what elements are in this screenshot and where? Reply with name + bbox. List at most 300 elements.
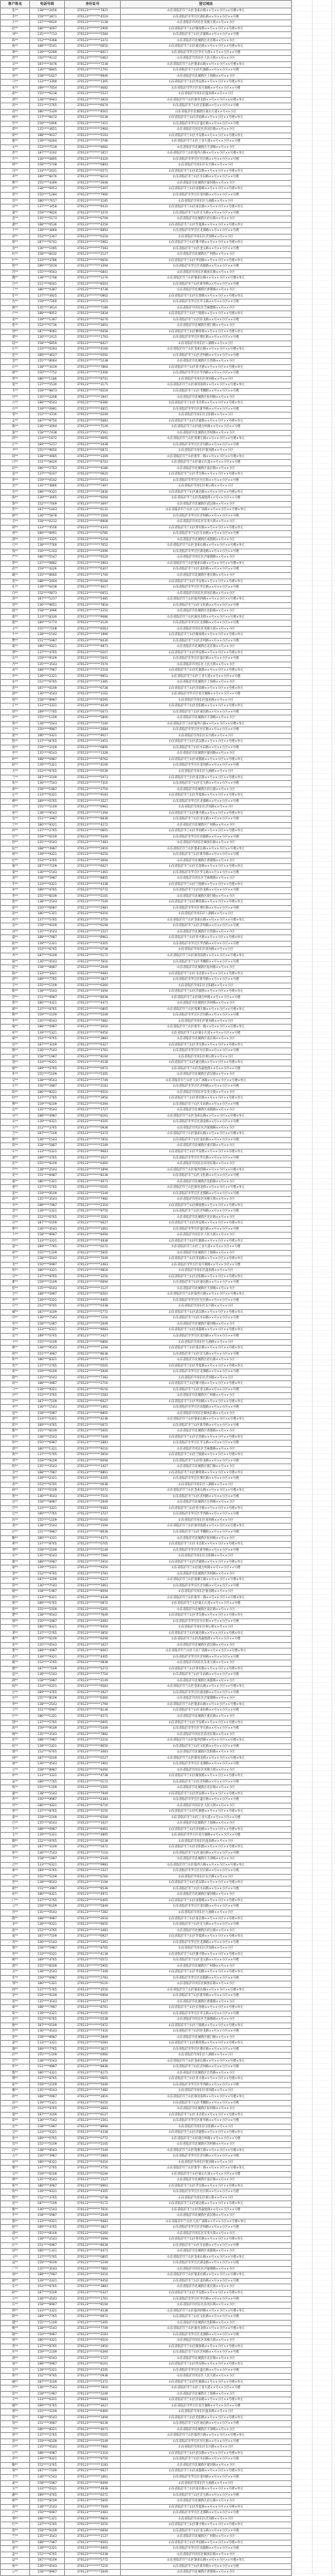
cell-address[interactable]: 山东省临沂市河东区八湖路××号××小区: [121, 2053, 292, 2059]
cell-address[interactable]: 山东省临沂市兰山区成都路××号××小区××号楼×单元: [121, 757, 292, 763]
cell-id-number[interactable]: 370123********8893: [65, 228, 121, 234]
cell-id-number[interactable]: 370123********6327: [65, 1042, 121, 1048]
cell-address[interactable]: 山东省临沂市罗庄区罗庄路××号××小区××号楼: [121, 1155, 292, 1161]
cell-phone[interactable]: 186****2763: [30, 466, 65, 472]
cell-name[interactable]: 臧**: [1, 1309, 30, 1316]
cell-id-number[interactable]: 370123********8194: [65, 1054, 121, 1060]
cell-address[interactable]: 山东省临沂市兰山区银雀山路××号××小区××号楼×单元: [121, 846, 292, 852]
cell-address[interactable]: 山东省临沂市兰山区武汉路××号××小区××号楼×单元: [121, 1309, 292, 1316]
cell-id-number[interactable]: 370123********5049: [65, 2082, 121, 2088]
cell-address[interactable]: 山东省临沂市河东区正阳路××号××小区: [121, 983, 292, 989]
cell-name[interactable]: 车**: [1, 1149, 30, 1156]
cell-name[interactable]: 訾**: [1, 2034, 30, 2041]
cell-id-number[interactable]: 370123********3827: [65, 977, 121, 983]
cell-id-number[interactable]: 370123********5249: [65, 1013, 121, 1019]
cell-address[interactable]: 山东省临沂市河东区银河路××号××小区: [121, 2159, 292, 2166]
cell-phone[interactable]: 189****4627: [30, 352, 65, 359]
cell-phone[interactable]: 186****4321: [30, 1535, 65, 1542]
cell-id-number[interactable]: 370123********0772: [65, 2136, 121, 2142]
cell-id-number[interactable]: 370123********4738: [65, 1773, 121, 1780]
cell-name[interactable]: 姚**: [1, 305, 30, 311]
cell-name[interactable]: 禹**: [1, 1797, 30, 1803]
cell-phone[interactable]: 159****9109: [30, 1726, 65, 1732]
cell-address[interactable]: 山东省临沂市河东区正阳路××号××小区: [121, 1554, 292, 1560]
cell-address[interactable]: 山东省临沂市罗庄区清河路××号××小区××号楼: [121, 1333, 292, 1339]
cell-name[interactable]: 刘**: [1, 32, 30, 38]
cell-name[interactable]: 桂**: [1, 1286, 30, 1292]
cell-address[interactable]: 山东省临沂市罗庄区付庄街××号××小区××号楼: [121, 1618, 292, 1625]
cell-phone[interactable]: 187****0109: [30, 1488, 65, 1494]
cell-address[interactable]: 山东省临沂市河东区沂河路××号××小区: [121, 2516, 292, 2522]
cell-id-number[interactable]: 370123********2016: [65, 2272, 121, 2279]
cell-id-number[interactable]: 370123********0738: [65, 947, 121, 953]
cell-name[interactable]: 康**: [1, 614, 30, 620]
cell-phone[interactable]: 158****8987: [30, 2570, 65, 2576]
cell-address[interactable]: 山东省临沂市兰山区沂蒙路××号××小区××号楼: [121, 32, 292, 38]
cell-id-number[interactable]: 370123********8805: [65, 1410, 121, 1417]
cell-phone[interactable]: 187****3109: [30, 1042, 65, 1048]
cell-name[interactable]: 国**: [1, 2249, 30, 2255]
cell-name[interactable]: 左**: [1, 793, 30, 799]
cell-id-number[interactable]: 370123********7282: [65, 1910, 121, 1916]
cell-name[interactable]: 向**: [1, 590, 30, 597]
cell-name[interactable]: 齐**: [1, 662, 30, 668]
cell-id-number[interactable]: 370123********9216: [65, 1446, 121, 1452]
cell-address[interactable]: 山东省临沂市罗庄区罗庄路××号××小区××号楼: [121, 1726, 292, 1732]
cell-name[interactable]: 莫**: [1, 579, 30, 585]
cell-address[interactable]: 山东省临沂市罗庄区沂州路××号××小区××号楼: [121, 2225, 292, 2231]
cell-address[interactable]: 山东省临沂市北城新区蒙河路××号××小区: [121, 2462, 292, 2469]
cell-id-number[interactable]: 370123********6294: [65, 1637, 121, 1643]
cell-id-number[interactable]: 370123********3129: [65, 620, 121, 627]
cell-address[interactable]: 山东省临沂市北城新区广州路××号××小区: [121, 2534, 292, 2540]
cell-phone[interactable]: 137****5765: [30, 2522, 65, 2529]
cell-address[interactable]: 山东省临沂市兰山区成都路××号××小区××号楼×单元: [121, 186, 292, 193]
cell-phone[interactable]: 138****5543: [30, 1524, 65, 1530]
cell-address[interactable]: 山东省临沂市兰山区工业大道××号××小区××号楼: [121, 139, 292, 145]
cell-name[interactable]: 双**: [1, 2100, 30, 2106]
cell-address[interactable]: 山东省临沂市兰山区沂州路××号××小区××号楼: [121, 352, 292, 359]
cell-phone[interactable]: 139****5321: [30, 1297, 65, 1304]
cell-address[interactable]: 山东省临沂市河东区沂河路××号××小区: [121, 1375, 292, 1381]
cell-id-number[interactable]: 370123********6627: [65, 2469, 121, 2475]
cell-name[interactable]: 骆**: [1, 959, 30, 965]
cell-address[interactable]: 山东省临沂市河东区温泉路××号××小区: [121, 697, 292, 703]
cell-address[interactable]: 山东省临沂市兰山区育才路××号××小区××号楼×单元: [121, 935, 292, 941]
cell-address[interactable]: 山东省临沂市兰山区平安路××号××小区××号楼×单元: [121, 2291, 292, 2297]
cell-address[interactable]: 山东省临沂市兰山区长春路××号××小区××号楼×单元: [121, 1434, 292, 1440]
cell-name[interactable]: 艾**: [1, 1078, 30, 1084]
cell-id-number[interactable]: 370123********6460: [65, 2409, 121, 2415]
cell-address[interactable]: 山东省临沂市兰山区车站路××号××小区××号楼: [121, 1672, 292, 1678]
cell-address[interactable]: 山东省临沂市罗庄区罗五路××号××小区××号楼: [121, 870, 292, 876]
cell-address[interactable]: 山东省临沂市罗庄区罗庄路××号××小区××号楼: [121, 585, 292, 591]
cell-phone[interactable]: 139****9321: [30, 2457, 65, 2463]
cell-phone[interactable]: 159****9109: [30, 656, 65, 662]
cell-address[interactable]: 山东省临沂市罗庄区沂州路××号××小区××号楼: [121, 1084, 292, 1090]
cell-id-number[interactable]: 370123********4682: [65, 85, 121, 91]
cell-phone[interactable]: 136****4543: [30, 2029, 65, 2035]
cell-phone[interactable]: 188****4987: [30, 1648, 65, 1655]
cell-name[interactable]: 高**: [1, 109, 30, 115]
cell-name[interactable]: 毋**: [1, 2439, 30, 2445]
cell-name[interactable]: 衡**: [1, 2070, 30, 2076]
cell-address[interactable]: 山东省临沂市兰山区育才路××号××小区××号楼×单元: [121, 1505, 292, 1512]
cell-phone[interactable]: 158****6859: [30, 341, 65, 347]
cell-id-number[interactable]: 370123********4873: [65, 644, 121, 650]
cell-address[interactable]: 山东省临沂市罗庄区新华路××号××小区××号楼: [121, 1547, 292, 1554]
cell-name[interactable]: 尤**: [1, 1084, 30, 1090]
cell-id-number[interactable]: 370123********7582: [65, 1554, 121, 1560]
cell-phone[interactable]: 150****3987: [30, 1084, 65, 1090]
cell-phone[interactable]: 138****5543: [30, 1256, 65, 1263]
cell-name[interactable]: 满**: [1, 1678, 30, 1684]
cell-id-number[interactable]: 370123********8038: [65, 2242, 121, 2249]
cell-address[interactable]: 山东省临沂市河东区东夷大街××号××小区: [121, 519, 292, 526]
cell-phone[interactable]: 136****7543: [30, 2118, 65, 2124]
cell-phone[interactable]: 150****9987: [30, 727, 65, 734]
cell-name[interactable]: 叶**: [1, 258, 30, 264]
cell-phone[interactable]: 139****4869: [30, 228, 65, 234]
cell-address[interactable]: 山东省临沂市兰山区枣园路××号××小区××号楼×单元: [121, 1970, 292, 1976]
cell-id-number[interactable]: 370123********9816: [65, 1268, 121, 1274]
cell-id-number[interactable]: 370123********2834: [65, 311, 121, 318]
cell-id-number[interactable]: 370123********6394: [65, 1101, 121, 1108]
cell-id-number[interactable]: 370123********4905: [65, 1297, 121, 1304]
cell-phone[interactable]: 133****0293: [30, 347, 65, 353]
cell-id-number[interactable]: 370123********3601: [65, 323, 121, 329]
cell-address[interactable]: 山东省临沂市兰山区成都路××号××小区××号楼×单元: [121, 1327, 292, 1334]
cell-id-number[interactable]: 370123********5307: [65, 186, 121, 193]
cell-name[interactable]: 金**: [1, 359, 30, 365]
cell-address[interactable]: 山东省临沂市北城新区蒙山大道××号××小区: [121, 109, 292, 115]
cell-phone[interactable]: 188****7987: [30, 2540, 65, 2546]
cell-phone[interactable]: 159****2109: [30, 1547, 65, 1554]
cell-name[interactable]: 都**: [1, 2219, 30, 2225]
cell-id-number[interactable]: 370123********9750: [65, 1209, 121, 1215]
cell-id-number[interactable]: 370123********4106: [65, 763, 121, 769]
cell-address[interactable]: 山东省临沂市罗庄区清河路××号××小区××号楼: [121, 192, 292, 198]
cell-id-number[interactable]: 370123********5584: [65, 32, 121, 38]
cell-phone[interactable]: 136****1543: [30, 870, 65, 876]
cell-name[interactable]: 彭**: [1, 186, 30, 193]
cell-address[interactable]: 山东省临沂市兰山区洗砚池街××号××小区××号楼: [121, 1066, 292, 1072]
cell-name[interactable]: 唐**: [1, 151, 30, 157]
cell-id-number[interactable]: 370123********0572: [65, 1958, 121, 1964]
cell-name[interactable]: 桓**: [1, 2563, 30, 2570]
cell-name[interactable]: 楼**: [1, 1666, 30, 1672]
cell-address[interactable]: 山东省临沂市兰山区将军路××号××小区××号楼×单元: [121, 1666, 292, 1672]
cell-name[interactable]: 班**: [1, 1583, 30, 1589]
cell-phone[interactable]: 187****3109: [30, 1577, 65, 1584]
cell-name[interactable]: 谢**: [1, 139, 30, 145]
cell-name[interactable]: 璩**: [1, 2076, 30, 2083]
cell-name[interactable]: 潘**: [1, 222, 30, 228]
cell-phone[interactable]: 139****9321: [30, 852, 65, 858]
cell-phone[interactable]: 155****8064: [30, 359, 65, 365]
cell-address[interactable]: 山东省临沂市北城新区北京路××号××小区: [121, 1214, 292, 1221]
cell-id-number[interactable]: 370123********6594: [65, 1815, 121, 1821]
cell-address[interactable]: 山东省临沂市河东区东夷大街××号××小区: [121, 1660, 292, 1667]
cell-id-number[interactable]: 370123********6728: [65, 685, 121, 692]
cell-phone[interactable]: 133****6321: [30, 1060, 65, 1066]
cell-name[interactable]: 辛**: [1, 983, 30, 989]
cell-phone[interactable]: 136****1543: [30, 1137, 65, 1143]
cell-phone[interactable]: 188****4987: [30, 2183, 65, 2189]
cell-address[interactable]: 山东省临沂市兰山区考棚街××号××小区××号楼: [121, 959, 292, 965]
cell-address[interactable]: 山东省临沂市河东区东兴路××号××小区: [121, 163, 292, 169]
cell-address[interactable]: 山东省临沂市兰山区涑河北街××号××小区××号楼×单元: [121, 1185, 292, 1191]
cell-id-number[interactable]: 370123********4471: [65, 2249, 121, 2255]
cell-address[interactable]: 山东省临沂市河东区凤凰大街××号××小区: [121, 1197, 292, 1203]
cell-name[interactable]: 狄**: [1, 1850, 30, 1856]
cell-address[interactable]: 山东省临沂市兰山区金雀山路××号××小区××号楼×单元: [121, 1684, 292, 1690]
cell-name[interactable]: 戚**: [1, 1197, 30, 1203]
cell-phone[interactable]: 133****3321: [30, 971, 65, 977]
cell-phone[interactable]: 152****7009: [30, 501, 65, 507]
cell-name[interactable]: 周**: [1, 56, 30, 62]
cell-id-number[interactable]: 370123********2816: [65, 846, 121, 852]
cell-name[interactable]: 关**: [1, 769, 30, 775]
cell-id-number[interactable]: 370123********3950: [65, 2344, 121, 2350]
cell-name[interactable]: 欧**: [1, 757, 30, 763]
cell-name[interactable]: 廉**: [1, 1791, 30, 1797]
cell-name[interactable]: 兰**: [1, 775, 30, 781]
cell-phone[interactable]: 137****8765: [30, 1542, 65, 1548]
cell-phone[interactable]: 159****6109: [30, 834, 65, 840]
cell-name[interactable]: 冉**: [1, 953, 30, 959]
cell-id-number[interactable]: 370123********5072: [65, 1488, 121, 1494]
cell-phone[interactable]: 139****5321: [30, 1030, 65, 1036]
cell-name[interactable]: 姜**: [1, 317, 30, 323]
cell-address[interactable]: 山东省临沂市兰山区解放路××号××小区××号楼×单元: [121, 1203, 292, 1209]
cell-name[interactable]: 连**: [1, 1161, 30, 1168]
cell-id-number[interactable]: 370123********0705: [65, 1542, 121, 1548]
cell-id-number[interactable]: 370123********7749: [65, 2326, 121, 2332]
cell-phone[interactable]: 155****9563: [30, 269, 65, 276]
cell-name[interactable]: 慕**: [1, 2112, 30, 2118]
cell-address[interactable]: 山东省临沂市河东区解放东路××号××小区: [121, 840, 292, 847]
cell-id-number[interactable]: 370123********1894: [65, 2415, 121, 2421]
cell-address[interactable]: 山东省临沂市兰山区西安路××号××小区××号楼×单元: [121, 1221, 292, 1227]
cell-phone[interactable]: 158****7438: [30, 430, 65, 436]
cell-address[interactable]: 山东省临沂市罗庄区新华路××号××小区××号楼: [121, 2118, 292, 2124]
cell-name[interactable]: 敖**: [1, 1452, 30, 1459]
cell-id-number[interactable]: 370123********1327: [65, 1999, 121, 2005]
cell-phone[interactable]: 133****6321: [30, 1327, 65, 1334]
cell-address[interactable]: 山东省临沂市兰山区通达路××号××小区××号楼: [121, 1850, 292, 1856]
cell-address[interactable]: 山东省临沂市河东区九曲路××号××小区: [121, 769, 292, 775]
cell-name[interactable]: 东**: [1, 2284, 30, 2291]
cell-phone[interactable]: 155****1109: [30, 983, 65, 989]
cell-address[interactable]: 山东省临沂市罗庄区高都路××号××小区××号楼: [121, 264, 292, 270]
cell-id-number[interactable]: 370123********3950: [65, 1096, 121, 1102]
cell-name[interactable]: 党**: [1, 1214, 30, 1221]
cell-address[interactable]: 山东省临沂市河东区沂河路××号××小区: [121, 1946, 292, 1952]
cell-address[interactable]: 山东省临沂市兰山区人民广场路××号××小区××号楼×单元: [121, 507, 292, 514]
cell-id-number[interactable]: 370123********4271: [65, 2070, 121, 2076]
cell-name[interactable]: 简**: [1, 2415, 30, 2421]
cell-name[interactable]: 柳**: [1, 798, 30, 805]
cell-name[interactable]: 沙**: [1, 2445, 30, 2451]
cell-name[interactable]: 佟**: [1, 1297, 30, 1304]
cell-name[interactable]: 涂**: [1, 911, 30, 918]
cell-name[interactable]: 吕**: [1, 281, 30, 288]
cell-phone[interactable]: 151****9987: [30, 2064, 65, 2071]
cell-phone[interactable]: 155****8109: [30, 1161, 65, 1168]
cell-phone[interactable]: 136****8805: [30, 68, 65, 74]
cell-address[interactable]: 山东省临沂市河东区相公街××号××小区: [121, 2195, 292, 2201]
cell-id-number[interactable]: 370123********0571: [65, 168, 121, 174]
cell-name[interactable]: 胡**: [1, 91, 30, 98]
cell-name[interactable]: 向**: [1, 2147, 30, 2154]
cell-address[interactable]: 山东省临沂市河东区汤河路××号××小区: [121, 376, 292, 382]
cell-id-number[interactable]: 370123********6260: [65, 983, 121, 989]
cell-id-number[interactable]: 370123********3083: [65, 1750, 121, 1756]
cell-id-number[interactable]: 370123********1727: [65, 2355, 121, 2362]
cell-name[interactable]: 包**: [1, 817, 30, 823]
cell-address[interactable]: 山东省临沂市兰山区启阳路××号××小区××号楼×单元: [121, 703, 292, 710]
cell-id-number[interactable]: 370123********7189: [65, 305, 121, 311]
cell-address[interactable]: 山东省临沂市兰山区银雀山路××号××小区××号楼×单元: [121, 1702, 292, 1708]
cell-id-number[interactable]: 370123********6074: [65, 103, 121, 110]
cell-address[interactable]: 山东省临沂市罗庄区湖东路××号××小区××号楼: [121, 14, 292, 20]
cell-address[interactable]: 山东省临沂市北城新区南京路××号××小区: [121, 1036, 292, 1043]
cell-name[interactable]: 柏**: [1, 1268, 30, 1274]
cell-phone[interactable]: 159****2109: [30, 745, 65, 751]
cell-id-number[interactable]: 370123********4371: [65, 1535, 121, 1542]
cell-name[interactable]: 鱼**: [1, 2136, 30, 2142]
cell-id-number[interactable]: 370123********9250: [65, 2100, 121, 2106]
cell-address[interactable]: 山东省临沂市兰山区育才路××号××小区××号楼×单元: [121, 2076, 292, 2083]
cell-name[interactable]: 芦**: [1, 1167, 30, 1173]
cell-name[interactable]: 盖**: [1, 1779, 30, 1785]
cell-address[interactable]: 山东省临沂市兰山区宏大路××号××小区××号楼: [121, 2492, 292, 2499]
cell-name[interactable]: 居**: [1, 2201, 30, 2208]
cell-phone[interactable]: 159****2109: [30, 1280, 65, 1286]
cell-id-number[interactable]: 370123********2883: [65, 1440, 121, 1447]
cell-address[interactable]: 山东省临沂市河东区汤河路××号××小区: [121, 2088, 292, 2094]
cell-id-number[interactable]: 370123********7549: [65, 900, 121, 906]
cell-id-number[interactable]: 370123********0318: [65, 234, 121, 240]
cell-phone[interactable]: 136****7543: [30, 1316, 65, 1322]
cell-id-number[interactable]: 370123********5218: [65, 537, 121, 543]
cell-id-number[interactable]: 370123********9816: [65, 2516, 121, 2522]
cell-phone[interactable]: 137****8765: [30, 1274, 65, 1280]
cell-id-number[interactable]: 370123********8838: [65, 2064, 121, 2071]
cell-phone[interactable]: 155****5109: [30, 805, 65, 811]
cell-address[interactable]: 山东省临沂市兰山区沂州路××号××小区××号楼: [121, 2350, 292, 2356]
header-address[interactable]: 登记地址: [121, 1, 292, 8]
cell-address[interactable]: 山东省临沂市北城新区上海路××号××小区: [121, 73, 292, 80]
cell-name[interactable]: 龙**: [1, 484, 30, 490]
cell-name[interactable]: 豆**: [1, 1767, 30, 1773]
cell-address[interactable]: 山东省临沂市河东区汤河路××号××小区: [121, 947, 292, 953]
cell-name[interactable]: 竺**: [1, 2534, 30, 2540]
cell-address[interactable]: 山东省临沂市兰山区南京路××号××小区××号楼×单元: [121, 204, 292, 211]
cell-name[interactable]: 于**: [1, 228, 30, 234]
cell-id-number[interactable]: 370123********4671: [65, 1179, 121, 1185]
cell-id-number[interactable]: 370123********2783: [65, 1975, 121, 1981]
cell-name[interactable]: 许**: [1, 156, 30, 163]
cell-address[interactable]: 山东省临沂市兰山区新华一路××号××小区××号楼×单元: [121, 454, 292, 460]
cell-id-number[interactable]: 370123********5972: [65, 2023, 121, 2029]
cell-phone[interactable]: 188****0987: [30, 757, 65, 763]
cell-name[interactable]: 安**: [1, 656, 30, 662]
cell-name[interactable]: 戈**: [1, 1970, 30, 1976]
cell-address[interactable]: 山东省临沂市兰山区书圣街××号××小区××号楼×单元: [121, 401, 292, 407]
cell-phone[interactable]: 135****3543: [30, 1732, 65, 1738]
cell-phone[interactable]: 186****4321: [30, 2338, 65, 2344]
cell-name[interactable]: 丁**: [1, 288, 30, 294]
cell-id-number[interactable]: 370123********7216: [65, 2563, 121, 2570]
cell-name[interactable]: 蔺**: [1, 1660, 30, 1667]
cell-phone[interactable]: 135****0543: [30, 1910, 65, 1916]
cell-name[interactable]: 石**: [1, 364, 30, 371]
cell-address[interactable]: 山东省临沂市北城新区香港路××号××小区: [121, 858, 292, 864]
cell-name[interactable]: 褚**: [1, 1179, 30, 1185]
cell-id-number[interactable]: 370123********3150: [65, 1809, 121, 1815]
cell-id-number[interactable]: 370123********9483: [65, 971, 121, 977]
cell-id-number[interactable]: 370123********2483: [65, 2510, 121, 2517]
cell-name[interactable]: 阎**: [1, 1987, 30, 1993]
cell-name[interactable]: 浦**: [1, 1963, 30, 1970]
cell-phone[interactable]: 158****1987: [30, 1321, 65, 1327]
cell-id-number[interactable]: 370123********7616: [65, 2207, 121, 2213]
cell-name[interactable]: 空**: [1, 2427, 30, 2433]
cell-address[interactable]: 山东省临沂市兰山区文化路××号××小区××号楼: [121, 602, 292, 609]
cell-address[interactable]: 山东省临沂市北城新区府右路××号××小区: [121, 2499, 292, 2505]
cell-phone[interactable]: 155****6218: [30, 91, 65, 98]
cell-phone[interactable]: 188****0987: [30, 1025, 65, 1031]
cell-name[interactable]: 荣**: [1, 1399, 30, 1405]
cell-address[interactable]: 山东省临沂市兰山区华夏路××号××小区××号楼×单元: [121, 1934, 292, 1940]
cell-address[interactable]: 山东省临沂市兰山区长春路××号××小区××号楼×单元: [121, 864, 292, 870]
cell-id-number[interactable]: 370123********7649: [65, 1613, 121, 1619]
cell-name[interactable]: 卜**: [1, 1233, 30, 1239]
cell-address[interactable]: 山东省临沂市北城新区武汉路××号××小区: [121, 2213, 292, 2219]
cell-address[interactable]: 山东省临沂市兰山区砚台岭路××号××小区××号楼: [121, 995, 292, 1001]
cell-name[interactable]: 倪**: [1, 697, 30, 703]
cell-id-number[interactable]: 370123********6194: [65, 923, 121, 930]
cell-phone[interactable]: 139****9321: [30, 1119, 65, 1126]
cell-id-number[interactable]: 370123********8038: [65, 995, 121, 1001]
cell-phone[interactable]: 136****1543: [30, 1672, 65, 1678]
cell-address[interactable]: 山东省临沂市兰山区红旗路××号××小区××号楼×单元: [121, 1809, 292, 1815]
cell-name[interactable]: 尉**: [1, 2094, 30, 2100]
cell-name[interactable]: 朴**: [1, 1773, 30, 1780]
cell-phone[interactable]: 133****6321: [30, 793, 65, 799]
cell-name[interactable]: 殳**: [1, 2296, 30, 2302]
cell-address[interactable]: 山东省临沂市罗庄区清河路××号××小区××号楼: [121, 763, 292, 769]
cell-phone[interactable]: 189****7765: [30, 709, 65, 715]
cell-address[interactable]: 山东省临沂市兰山区考棚街××号××小区××号楼: [121, 2100, 292, 2106]
cell-name[interactable]: 蔡**: [1, 240, 30, 246]
cell-name[interactable]: 商**: [1, 1381, 30, 1387]
cell-address[interactable]: 山东省临沂市兰山区金雀山路××号××小区××号楼×单元: [121, 2058, 292, 2064]
cell-address[interactable]: 山东省临沂市河东区解放东路××号××小区: [121, 269, 292, 276]
cell-name[interactable]: 麦**: [1, 1173, 30, 1179]
cell-id-number[interactable]: 370123********3927: [65, 1690, 121, 1696]
cell-address[interactable]: 山东省临沂市兰山区金雀山路××号××小区××号楼×单元: [121, 347, 292, 353]
cell-id-number[interactable]: 370123********7049: [65, 1256, 121, 1263]
cell-phone[interactable]: 186****4321: [30, 733, 65, 739]
cell-address[interactable]: 山东省临沂市罗庄区罗五路××号××小区××号楼: [121, 299, 292, 306]
cell-phone[interactable]: 188****7987: [30, 668, 65, 674]
cell-address[interactable]: 山东省临沂市兰山区人民广场路××号××小区××号楼×单元: [121, 1648, 292, 1655]
cell-phone[interactable]: 135****3543: [30, 1999, 65, 2005]
cell-phone[interactable]: 188****9037: [30, 133, 65, 139]
